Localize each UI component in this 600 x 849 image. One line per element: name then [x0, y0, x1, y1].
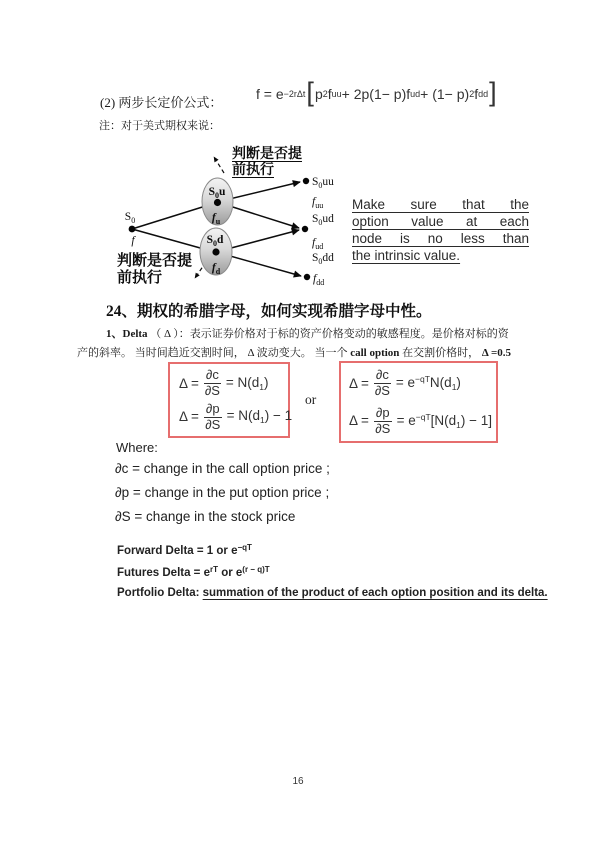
- two-step-pricing-formula: [256, 74, 498, 114]
- label-fuu: $f_{uu}$: [312, 196, 324, 210]
- note-line: node is no less than: [352, 231, 529, 246]
- formula-term: f: [474, 86, 479, 102]
- dot-s0uu: [303, 178, 309, 184]
- delta-put-formula-dividend: [349, 406, 496, 436]
- early-exercise-annotation-top: [232, 145, 302, 177]
- label-f: f: [131, 235, 135, 247]
- delta-put-formula: [179, 400, 293, 432]
- formula-rhs: [397, 412, 492, 430]
- portfolio-delta-definition: summation of the product of each option position and its delta.: [202, 587, 548, 599]
- fraction: [204, 402, 222, 432]
- call-option-bold: call option: [350, 347, 400, 359]
- equals-sign: =: [226, 408, 235, 424]
- forward-delta-note: [117, 543, 252, 557]
- formula-sub: 1: [259, 381, 265, 392]
- delta-call-formula: [179, 368, 288, 398]
- formula-sup: −qT: [237, 543, 252, 552]
- formula-term: ): [264, 374, 269, 390]
- formula-term: N(d: [238, 408, 260, 424]
- note-text: Forward Delta = 1 or e: [117, 545, 238, 557]
- label-s0d: $S_0d$: [206, 234, 224, 248]
- formula-sub: ud: [410, 89, 421, 99]
- formula-term: e: [408, 412, 416, 428]
- formula-term: f: [327, 86, 332, 102]
- annotation-line: 前执行: [117, 269, 163, 286]
- partial-p-definition: ∂p = change in the put option price ;: [115, 485, 330, 500]
- dot-s0ud: [302, 226, 308, 232]
- partial-c-definition: ∂c = change in the call option price ;: [115, 461, 330, 476]
- formula-sup: −qT: [415, 374, 430, 385]
- formula-lhs: f = e: [256, 86, 284, 102]
- edge-s0-s0u: [132, 204, 212, 229]
- formula-sub: 1: [260, 415, 265, 426]
- formula-sub: 1: [451, 382, 457, 393]
- formula-sub: uu: [331, 89, 342, 99]
- page-number: 16: [292, 776, 304, 787]
- formula-term: ) − 1]: [460, 412, 493, 428]
- delta-call-formula-dividend: [349, 368, 496, 398]
- label-s0dd: $S_0dd$: [312, 252, 334, 266]
- denominator: ∂S: [205, 416, 221, 432]
- numerator: ∂p: [375, 404, 390, 420]
- fraction: [374, 406, 392, 436]
- formula-rhs: [226, 375, 269, 392]
- note-line: the intrinsic value.: [352, 248, 461, 263]
- annotation-line: 判断是否提: [232, 145, 302, 161]
- or-label: or: [305, 392, 317, 407]
- delta-symbol: Δ =: [349, 413, 369, 429]
- formula-term: N(d: [237, 374, 260, 390]
- label-s0uu: $S_0uu$: [312, 176, 334, 190]
- formula-term: e: [407, 375, 416, 391]
- label-fud: $f_{ud}$: [312, 237, 324, 251]
- paragraph-text: （ Δ ）：表示证券价格对于标的资产价格变动的敏感程度。是价格对标的资: [147, 328, 509, 340]
- delta-symbol: Δ =: [349, 375, 369, 391]
- label-s0ud: $S_0ud$: [312, 213, 334, 227]
- edge-s0-s0d: [132, 229, 211, 251]
- label-s0: $S_0$: [124, 211, 136, 225]
- delta-formula-box-1: [168, 362, 293, 438]
- note-text: Futures Delta = e: [117, 567, 210, 579]
- numerator: ∂p: [205, 400, 220, 416]
- fraction: [204, 368, 221, 398]
- formula-sub: 1: [456, 419, 461, 430]
- label-fdd: $f_{dd}$: [313, 273, 325, 287]
- note-line: option value at each: [352, 214, 529, 229]
- delta-paragraph-line1: [106, 325, 509, 341]
- early-exercise-annotation-bottom: [117, 252, 192, 286]
- formula-exponent: −2rΔt: [283, 89, 306, 99]
- label-s0u: $S_0u$: [208, 186, 226, 200]
- formula-sup: (r − q)T: [242, 565, 270, 574]
- formula-term: p: [314, 86, 323, 102]
- where-label: Where:: [116, 440, 158, 455]
- formula-sup: rT: [210, 565, 218, 574]
- portfolio-delta-note: [117, 587, 548, 599]
- equals-sign: =: [225, 374, 234, 390]
- note-line: Make sure that the: [352, 197, 529, 212]
- dot-s0: [129, 226, 136, 233]
- close-bracket: ]: [489, 76, 497, 107]
- formula-term: + 2p(1− p)f: [341, 86, 411, 102]
- equals-sign: =: [396, 412, 405, 428]
- denominator: ∂S: [204, 382, 220, 398]
- annotation-line: 判断是否提: [117, 252, 193, 269]
- open-bracket: [: [306, 76, 314, 107]
- formula-term: + (1− p): [420, 86, 470, 102]
- label-fd: $f_d$: [211, 262, 221, 276]
- formula-rhs: [396, 374, 461, 392]
- delta-value-bold: Δ =0.5: [481, 347, 511, 359]
- intrinsic-value-note: [352, 196, 529, 264]
- formula-sup: −qT: [415, 411, 431, 422]
- denominator: ∂S: [375, 420, 391, 436]
- numerator: ∂c: [375, 367, 389, 382]
- note-text: or e: [218, 567, 243, 579]
- paragraph-text: 在交割价格时，: [399, 347, 482, 359]
- formula-sup: 2: [322, 89, 328, 99]
- paragraph-text: 产的斜率。 当时间趋近交割时间， Δ 波动变大。 当一个: [77, 347, 351, 359]
- numerator: ∂c: [205, 367, 219, 382]
- formula-term: N(d: [429, 375, 452, 391]
- dot-s0dd: [304, 274, 310, 280]
- formula-term: [N(d: [430, 412, 457, 428]
- label-fu: $f_u$: [211, 212, 221, 226]
- denominator: ∂S: [374, 382, 390, 398]
- dashed-arrow-top: [214, 157, 224, 173]
- annotation-line: 前执行: [232, 161, 274, 177]
- equals-sign: =: [395, 375, 404, 391]
- formula-term: ): [456, 375, 461, 391]
- section-24-heading: 24、期权的希腊字母，如何实现希腊字母中性。: [106, 303, 432, 320]
- two-step-formula-label: (2) 两步长定价公式：: [100, 95, 223, 110]
- delta-symbol: Δ =: [179, 409, 199, 425]
- delta-paragraph-line2: [77, 344, 511, 360]
- formula-sub: dd: [478, 89, 489, 99]
- futures-delta-note: [117, 565, 270, 579]
- delta-term-bold: 1、Delta: [106, 328, 148, 340]
- note-text: Portfolio Delta:: [117, 587, 203, 599]
- fraction: [374, 368, 391, 398]
- formula-term: ) − 1: [264, 408, 293, 424]
- partial-s-definition: ∂S = change in the stock price: [115, 509, 296, 524]
- american-option-note: 注：对于美式期权来说：: [99, 120, 220, 132]
- delta-formula-box-2: [339, 361, 498, 443]
- formula-rhs: [227, 408, 293, 425]
- delta-symbol: Δ =: [179, 375, 199, 391]
- dot-s0d: [212, 248, 219, 255]
- formula-sup: 2: [469, 89, 475, 99]
